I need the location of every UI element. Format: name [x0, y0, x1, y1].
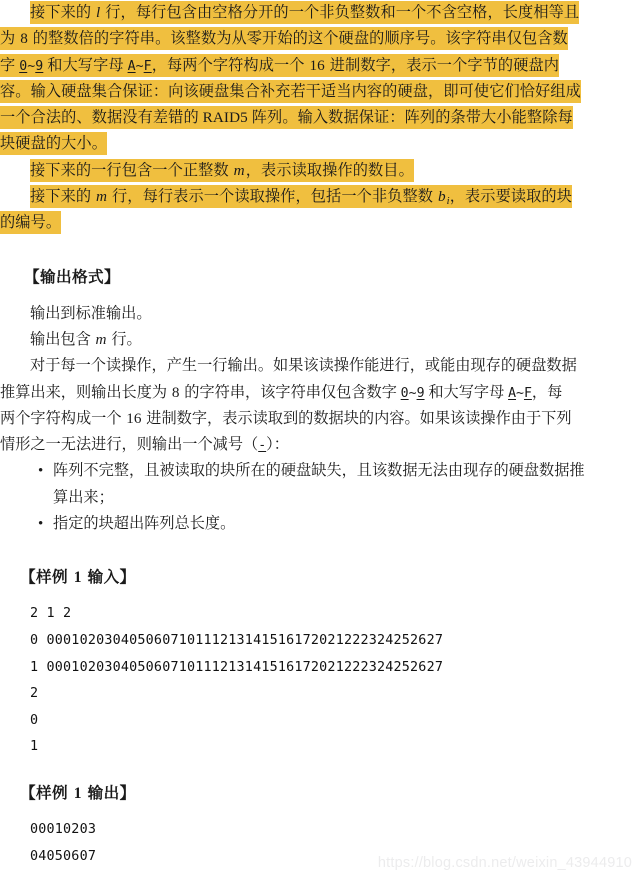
bullet-marker-icon: • — [38, 516, 44, 533]
highlighted-line: 块硬盘的大小。 — [0, 131, 636, 157]
highlighted-line: 为 8 的整数倍的字符串。该整数为从零开始的这个硬盘的顺序号。该字符串仅包含数 — [0, 26, 636, 52]
output-format-paragraph: 输出包含 m 行。 — [30, 330, 142, 348]
highlighted-line: 一个合法的、数据没有差错的 RAID5 阵列。输入数据保证：阵列的条带大小能整除每 — [0, 105, 636, 131]
highlighted-line: 接下来的 l 行，每行包含由空格分开的一个非负整数和一个不含空格，长度相等且 — [0, 0, 636, 26]
spacer — [0, 805, 636, 817]
sample-input-line: 2 — [30, 686, 39, 702]
sample-output-heading: 【样例 1 输出】 — [20, 784, 136, 802]
list-item-continuation: 算出来； — [53, 488, 114, 506]
sample-output-line: 04050607 — [30, 848, 97, 864]
sample-input-line: 1 — [30, 739, 39, 755]
output-format-paragraph: 对于每一个读操作，产生一行输出。如果该读操作能进行，或能由现存的硬盘数据 — [30, 357, 577, 375]
highlighted-line: 容。输入硬盘集合保证：向该硬盘集合补充若干适当内容的硬盘，即可使它们恰好组成 — [0, 79, 636, 105]
output-format-paragraph: 两个字符构成一个 16 进制数字，表示读取到的数据块的内容。如果该读操作由于下列 — [0, 409, 572, 427]
bullet-marker-icon: • — [38, 463, 44, 480]
list-item: • 阵列不完整，且被读取的块所在的硬盘缺失，且该数据无法由现存的硬盘数据推 — [0, 458, 636, 484]
list-item: • 指定的块超出阵列总长度。 — [0, 511, 636, 537]
spacer — [0, 537, 636, 567]
csdn-watermark: https://blog.csdn.net/weixin_43944910 — [377, 855, 632, 871]
spacer — [0, 289, 636, 301]
spacer — [0, 761, 636, 783]
spacer — [0, 589, 636, 601]
sample-input-line: 0 000102030405060710111213141516172021222324252627 — [30, 632, 444, 648]
highlighted-line: 字 0~9 和大写字母 A~F，每两个字符构成一个 16 进制数字，表示一个字节的硬盘内 — [0, 53, 636, 79]
sample-input-line: 1 000102030405060710111213141516172021222324252627 — [30, 659, 444, 675]
highlighted-line: 接下来的一行包含一个正整数 m，表示读取操作的数目。 — [0, 158, 636, 184]
output-format-paragraph: 输出到标准输出。 — [30, 304, 152, 322]
output-format-paragraph: 推算出来，则输出长度为 8 的字符串，该字符串仅包含数字 0~9 和大写字母 A~F，每 — [0, 383, 563, 401]
sample-input-line: 2 1 2 — [30, 606, 72, 622]
input-format-highlighted-block — [0, 0, 636, 237]
sample-input-line: 0 — [30, 712, 39, 728]
sample-input-heading: 【样例 1 输入】 — [20, 569, 136, 587]
highlighted-line: 的编号。 — [0, 210, 636, 236]
output-format-heading: 【输出格式】 — [24, 268, 120, 286]
highlighted-line: 接下来的 m 行，每行表示一个读取操作，包括一个非负整数 $b_i$，表示要读取的块 — [0, 184, 636, 210]
spacer — [0, 237, 636, 267]
sample-output-line: 00010203 — [30, 821, 97, 837]
output-format-paragraph: 情形之一无法进行，则输出一个减号（-）： — [0, 436, 289, 454]
